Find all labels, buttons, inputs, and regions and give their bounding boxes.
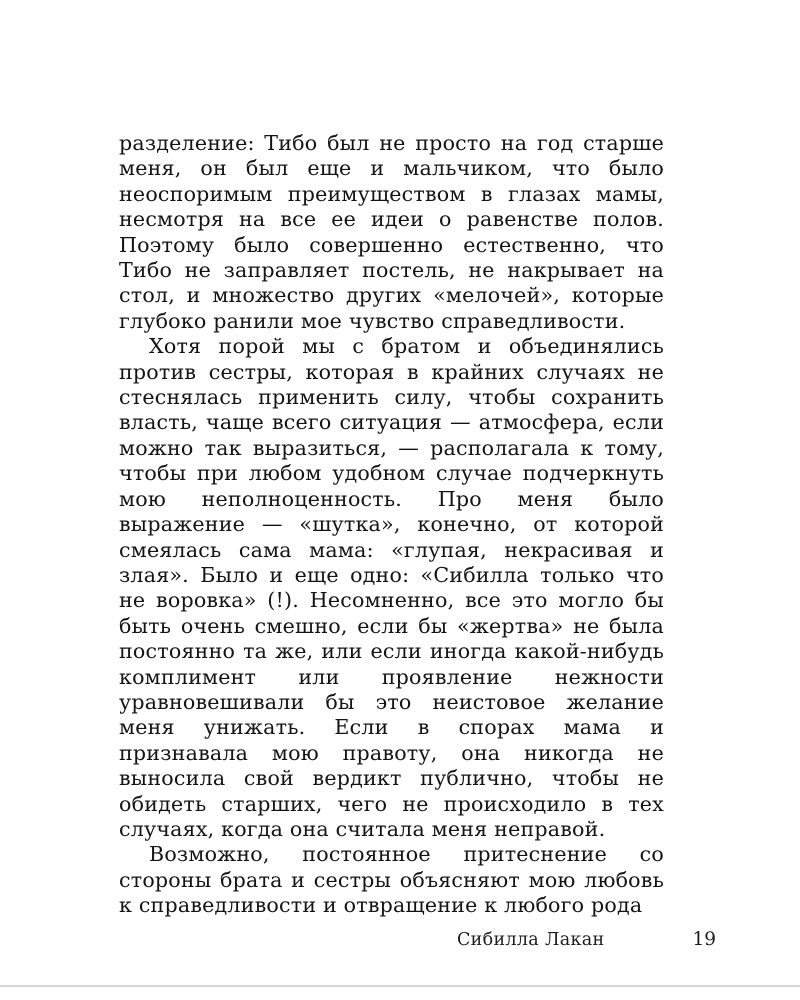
running-title: Сибилла Лакан bbox=[456, 930, 605, 950]
page-number: 19 bbox=[692, 929, 716, 950]
paragraph: Хотя порой мы с братом и объединялись против сестры, которая в крайних случаях не стеснялась применить силу, чтобы сохранить власть, чаще всего ситуация — атмосфера, если можно так выразиться, — располагала к тому, чтобы при любом удобном случае подчеркнуть мою неполноценность. Про меня было выражение — «шутка», конечно, от которой смеялась сама мама: «глупая, некрасивая и злая». Было и еще одно: «Сибилла только что не воровка» (!). Несомненно, все это могло бы быть очень смешно, если бы «жертва» не была постоянно та же, или если иногда какой-нибудь комплимент или проявление нежности уравновешивали бы это неистовое желание меня унижать. Если в спорах мама и признавала мою правоту, она никогда не выносила свой вердикт публично, чтобы не обидеть старших, чего не происходило в тех случаях, когда она считала меня неправой. bbox=[119, 334, 664, 841]
paragraph-continuation: разделение: Тибо был не просто на год старше меня, он был еще и мальчиком, что было неоспоримым преимуществом в глазах мамы, несмотря на все ее идеи о равенстве полов. Поэтому было совершенно естественно, что Тибо не заправляет постель, не накрывает на стол, и множество других «мелочей», которые глубоко ранили мое чувство справедливости. bbox=[119, 131, 664, 333]
page-text-block bbox=[119, 131, 664, 919]
scan-edge-line bbox=[0, 985, 800, 987]
paragraph: Возможно, постоянное притеснение со стороны брата и сестры объясняют мою любовь к справедливости и отвращение к любого рода bbox=[119, 842, 664, 918]
page-footer bbox=[0, 929, 800, 951]
